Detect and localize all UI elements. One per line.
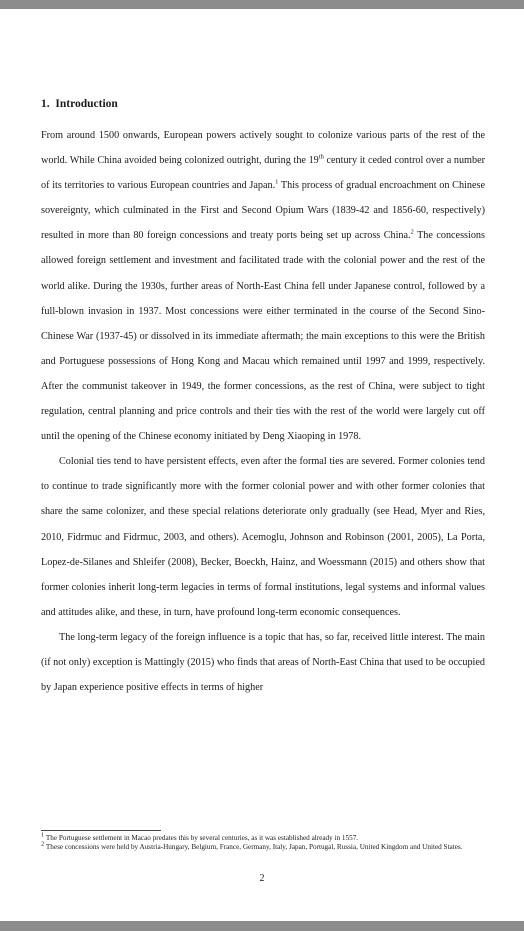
footnote-mark-1: 1 xyxy=(41,831,45,839)
document-page xyxy=(41,96,485,700)
footnote-1 xyxy=(41,831,485,843)
paragraph-3: The long-term legacy of the foreign influence is a topic that has, so far, received little interest. The main (if not only) exception is Mattingly (2015) who finds that areas of North-East China that used to be occupied by Japan experience positive effects in terms of higher xyxy=(41,631,485,694)
paragraph-1: From around 1500 onwards, European powers actively sought to colonize various parts of the rest of the world. While China avoided being colonized outright, during the 19th century it ceded control over a number of its territories to various European countries and Japan.$^1$ This process of gradual encroachment on Chinese sovereignty, which culminated in the First and Second Opium Wars (1839-42 and 1856-60, respectively) resulted in more than 80 foreign concessions and treaty ports being set up across China.$^2$ The concessions allowed foreign settlement and investment and facilitated trade with the colonial power and the rest of the world alike. During the 1930s, further areas of North-East China fell under Japanese control, followed by a full-blown invasion in 1937. Most concessions were either terminated in the course of the Second Sino-Chinese War (1937-45) or dissolved in its immediate aftermath; the main exceptions to this were the British and Portuguese possessions of Hong Kong and Macau which remained until 1997 and 1999, respectively. After the communist takeover in 1949, the former concessions, as the rest of China, were subject to tight regulation, central planning and price controls and their ties with the rest of the world were largely cut off until the opening of the Chinese economy initiated by Deng Xiaoping in 1978. xyxy=(41,130,485,443)
footnote-separator xyxy=(41,830,161,831)
paragraph-2: Colonial ties tend to have persistent effects, even after the formal ties are severed. Former colonies tend to continue to trade significantly more with the former colonial power and with other former colonies that share the same colonizer, and these special relations deteriorate only gradually (see Head, Myer and Ries, 2010, Fidrmuc and Fidrmuc, 2003, and others). Acemoglu, Johnson and Robinson (2001, 2005), La Porta, Lopez-de-Silanes and Shleifer (2008), Becker, Boeckh, Hainz, and Woessmann (2015) and others show that former colonies inherit long-term legacies in terms of formal institutions, legal systems and informal values and attitudes alike, and these, in turn, have profound long-term economic consequences. xyxy=(41,456,485,618)
footnote-2-text: These concessions were held by Austria-Hungary, Belgium, France, Germany, Italy, Japan, Portugal, Russia, United Kingdom and United States. xyxy=(44,843,463,851)
bottom-frame-bar xyxy=(0,921,524,931)
section-title: Introduction xyxy=(55,98,118,110)
footnote-2 xyxy=(41,840,485,852)
page-number: 2 xyxy=(259,873,265,884)
footnote-ref-1[interactable]: 1 xyxy=(275,178,279,186)
footnote-1-text: The Portuguese settlement in Macao predates this by several centuries, as it was established already in 1557. xyxy=(44,834,359,842)
footnote-ref-2[interactable]: 2 xyxy=(410,228,414,236)
superscript-th: th xyxy=(318,153,324,161)
footnote-mark-2: 2 xyxy=(41,840,45,848)
top-frame-bar xyxy=(0,0,524,9)
section-heading xyxy=(41,96,485,112)
section-number: 1. xyxy=(41,98,50,110)
